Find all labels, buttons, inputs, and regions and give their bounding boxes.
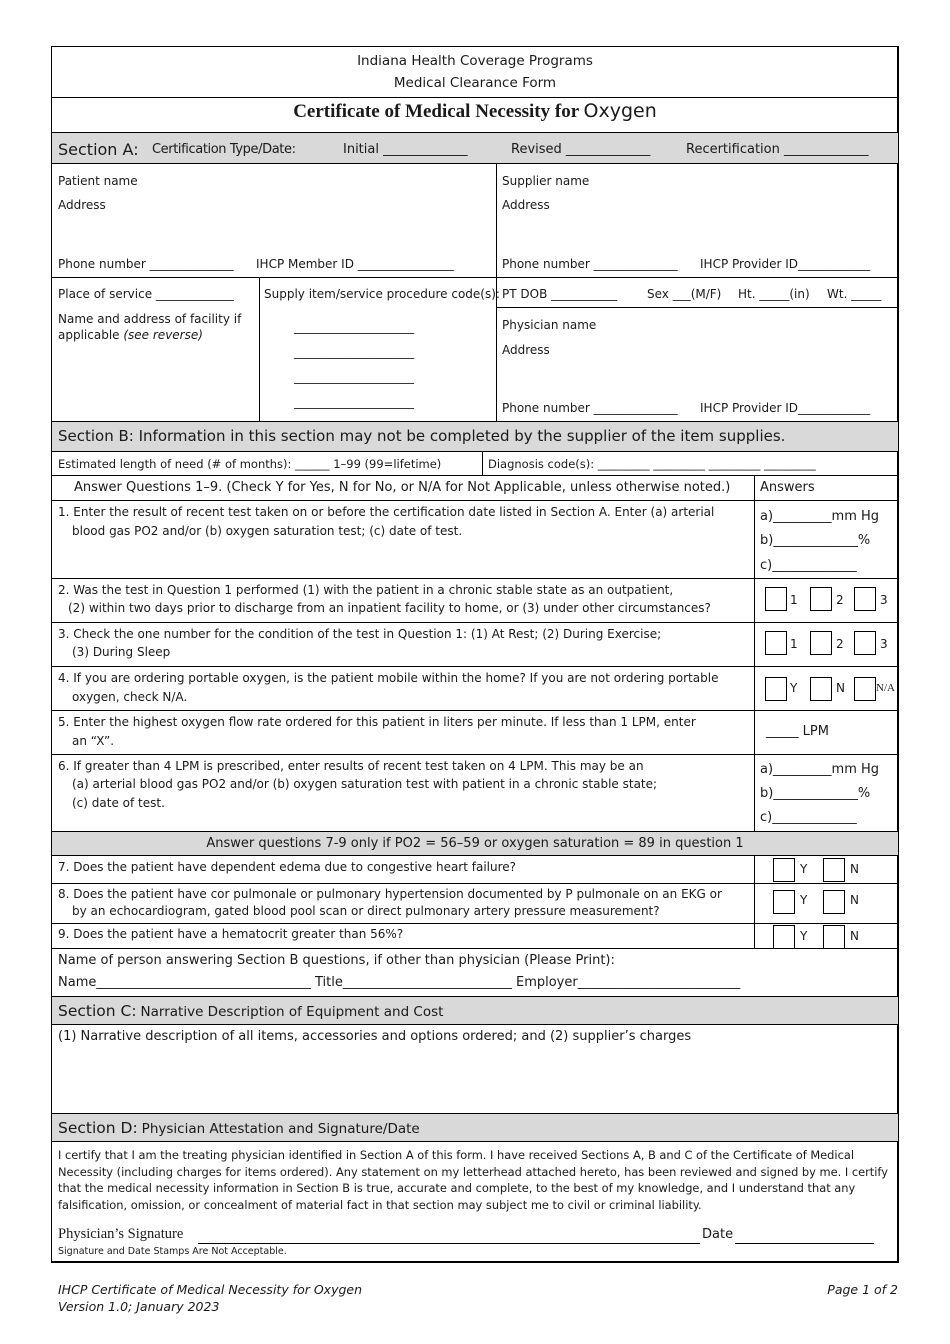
attestation-text: I certify that I am the treating physician identified in Section A of this form. I have received Sections A, B and C of the Certificate of Medical Necessity (including charges for items ordered). Any statement on my letterhead attached hereto, has been reviewed and signed by me. I certify that the medical necessity information in Section B is true, accurate and complete, to the best of my knowledge, and I understand that any falsification, omission, or concealment of material fact in that section may subject me to civil or criminal liability.	[58, 1148, 888, 1212]
height-field[interactable]: Ht. _____(in)	[738, 287, 810, 301]
question-6: 6. If greater than 4 LPM is prescribed, enter results of recent test taken on 4 LPM. This may be an	[58, 759, 644, 773]
footer-doc-title: IHCP Certificate of Medical Necessity for Oxygen	[58, 1282, 363, 1297]
section-b-label: Section B:	[58, 427, 134, 445]
section-d-title: Physician Attestation and Signature/Date	[141, 1121, 420, 1137]
section-c-label: Section C:	[58, 1002, 137, 1020]
q3-checkbox-1[interactable]	[765, 631, 787, 655]
q2-opt-2: 2	[836, 593, 844, 607]
place-of-service-field[interactable]: Place of service _____________	[58, 287, 234, 301]
diagnosis-codes-field[interactable]: Diagnosis code(s): _________ _________ _________ _________	[488, 457, 816, 471]
section-b-note: Information in this section may not be completed by the supplier of the item supplies.	[138, 427, 786, 445]
org-name: Indiana Health Coverage Programs	[357, 53, 593, 69]
q1-answer-b[interactable]: b)_____________%	[760, 533, 871, 548]
weight-field[interactable]: Wt. _____	[827, 287, 882, 301]
question-1: 1. Enter the result of recent test taken on or before the certification date listed in Section A. Enter (a) arterial	[58, 505, 715, 519]
section-d-heading	[58, 1119, 420, 1137]
question-4-cont: oxygen, check N/A.	[72, 690, 188, 704]
recert-field[interactable]: Recertification _____________	[686, 142, 869, 157]
q7-9-header: Answer questions 7-9 only if PO2 = 56–59 or oxygen saturation = 89 in question 1	[206, 836, 744, 851]
question-6-cont-2: (c) date of test.	[72, 796, 165, 810]
question-4: 4. If you are ordering portable oxygen, is the patient mobile within the home? If you are not ordering portable	[58, 671, 719, 685]
q3-opt-3: 3	[880, 637, 888, 651]
q1-answer-c[interactable]: c)_____________	[760, 558, 857, 573]
answers-header: Answers	[760, 480, 815, 495]
supplier-address-field[interactable]: Address	[502, 198, 550, 212]
section-c-heading	[58, 1002, 443, 1020]
q7-y-label: Y	[800, 862, 808, 876]
stamp-note: Signature and Date Stamps Are Not Acceptable.	[58, 1246, 287, 1257]
q4-checkbox-na[interactable]	[854, 677, 876, 701]
physician-provider-id-field[interactable]: IHCP Provider ID____________	[700, 401, 870, 415]
q4-na-label: N/A	[876, 682, 895, 694]
q7-checkbox-y[interactable]	[773, 858, 795, 882]
title-bold: Certificate of Medical Necessity for	[293, 101, 584, 122]
section-d-label: Section D:	[58, 1119, 138, 1137]
q3-opt-1: 1	[790, 637, 798, 651]
patient-phone-field[interactable]: Phone number ______________	[58, 257, 234, 271]
supply-code-4[interactable]: ____________________	[294, 395, 414, 409]
question-1-cont: blood gas PO2 and/or (b) oxygen saturation test; (c) date of test.	[72, 524, 463, 538]
page-title	[0, 100, 950, 123]
supplier-provider-id-field[interactable]: IHCP Provider ID____________	[700, 257, 870, 271]
signature-label: Physician’s Signature	[58, 1226, 184, 1242]
question-3-cont: (3) During Sleep	[72, 645, 171, 659]
question-6-cont-1: (a) arterial blood gas PO2 and/or (b) oxygen saturation test with patient in a chronic stable state;	[72, 777, 658, 791]
pt-dob-field[interactable]: PT DOB ___________	[502, 287, 618, 301]
questions-instructions: Answer Questions 1–9. (Check Y for Yes, N for No, or N/A for Not Applicable, unless otherwise noted.)	[74, 480, 731, 495]
q8-n-label: N	[850, 893, 859, 907]
section-c-title: Narrative Description of Equipment and Cost	[140, 1004, 444, 1020]
supply-code-2[interactable]: ____________________	[294, 345, 414, 359]
date-label: Date	[702, 1227, 734, 1242]
q7-checkbox-n[interactable]	[823, 858, 845, 882]
patient-name-field[interactable]: Patient name	[58, 174, 138, 188]
q2-checkbox-1[interactable]	[765, 587, 787, 611]
q3-opt-2: 2	[836, 637, 844, 651]
q4-y-label: Y	[790, 681, 798, 695]
patient-address-field[interactable]: Address	[58, 198, 106, 212]
q2-opt-1: 1	[790, 593, 798, 607]
length-of-need-field[interactable]: Estimated length of need (# of months): ______ 1–99 (99=lifetime)	[58, 457, 442, 471]
question-7: 7. Does the patient have dependent edema due to congestive heart failure?	[58, 860, 517, 874]
signature-line[interactable]	[198, 1243, 700, 1244]
q8-checkbox-n[interactable]	[823, 890, 845, 914]
q1-answer-a[interactable]: a)_________mm Hg	[760, 509, 880, 524]
question-8: 8. Does the patient have cor pulmonale or pulmonary hypertension documented by P pulmonale on an EKG or	[58, 887, 722, 901]
sex-field[interactable]: Sex ___(M/F)	[647, 287, 722, 301]
supplier-name-field[interactable]: Supplier name	[502, 174, 590, 188]
q6-answer-c[interactable]: c)_____________	[760, 810, 857, 825]
revised-field[interactable]: Revised _____________	[511, 142, 651, 157]
q9-y-label: Y	[800, 929, 808, 943]
q9-checkbox-n[interactable]	[823, 925, 845, 949]
q2-checkbox-3[interactable]	[854, 587, 876, 611]
q9-n-label: N	[850, 929, 859, 943]
facility-label-2a: applicable	[58, 328, 124, 342]
q4-checkbox-n[interactable]	[810, 677, 832, 701]
q2-opt-3: 3	[880, 593, 888, 607]
q3-checkbox-2[interactable]	[810, 631, 832, 655]
footer-version: Version 1.0; January 2023	[58, 1299, 220, 1314]
q2-checkbox-2[interactable]	[810, 587, 832, 611]
initial-field[interactable]: Initial _____________	[343, 142, 468, 157]
section-a-label: Section A:	[58, 140, 139, 159]
q9-checkbox-y[interactable]	[773, 925, 795, 949]
question-3: 3. Check the one number for the condition of the test in Question 1: (1) At Rest; (2) During Exercise;	[58, 627, 662, 641]
footer-page-number: Page 1 of 2	[827, 1282, 898, 1297]
q7-n-label: N	[850, 862, 859, 876]
title-normal: Oxygen	[583, 100, 657, 122]
facility-label-1: Name and address of facility if	[58, 312, 242, 326]
member-id-field[interactable]: IHCP Member ID ________________	[256, 257, 454, 271]
supplier-phone-field[interactable]: Phone number ______________	[502, 257, 678, 271]
question-9: 9. Does the patient have a hematocrit greater than 56%?	[58, 927, 404, 941]
physician-phone-field[interactable]: Phone number ______________	[502, 401, 678, 415]
question-5-cont: an “X”.	[72, 734, 115, 748]
question-2: 2. Was the test in Question 1 performed (1) with the patient in a chronic stable state as an outpatient,	[58, 583, 674, 597]
answerer-label: Name of person answering Section B questions, if other than physician (Please Print):	[58, 953, 615, 968]
narrative-field[interactable]: (1) Narrative description of all items, accessories and options ordered; and (2) supplier’s charges	[58, 1029, 692, 1044]
supply-codes-label: Supply item/service procedure code(s):	[264, 287, 500, 301]
supply-code-3[interactable]: ____________________	[294, 370, 414, 384]
question-2-cont: (2) within two days prior to discharge from an inpatient facility to home, or (3) under other circumstances?	[68, 601, 711, 615]
q6-answer-a[interactable]: a)_________mm Hg	[760, 762, 880, 777]
cert-type-label: Certification Type/Date:	[152, 142, 296, 157]
facility-label-2	[58, 328, 203, 342]
answerer-fields[interactable]: Name_________________________________ Title__________________________ Employer_________________________	[58, 975, 741, 990]
q4-checkbox-y[interactable]	[765, 677, 787, 701]
q8-y-label: Y	[800, 893, 808, 907]
date-line[interactable]	[735, 1243, 874, 1244]
q4-n-label: N	[836, 681, 845, 695]
supply-code-1[interactable]: ____________________	[294, 320, 414, 334]
form-type: Medical Clearance Form	[393, 75, 557, 91]
q8-checkbox-y[interactable]	[773, 890, 795, 914]
physician-name-field[interactable]: Physician name	[502, 318, 597, 332]
q5-lpm-field[interactable]: _____ LPM	[766, 724, 829, 739]
question-8-cont: by an echocardiogram, gated blood pool scan or direct pulmonary artery pressure measurement?	[72, 904, 660, 918]
section-b-heading	[58, 427, 785, 445]
question-5: 5. Enter the highest oxygen flow rate ordered for this patient in liters per minute. If less than 1 LPM, enter	[58, 715, 696, 729]
q3-checkbox-3[interactable]	[854, 631, 876, 655]
facility-see-reverse: (see reverse)	[123, 328, 203, 342]
q6-answer-b[interactable]: b)_____________%	[760, 786, 871, 801]
physician-address-field[interactable]: Address	[502, 343, 550, 357]
